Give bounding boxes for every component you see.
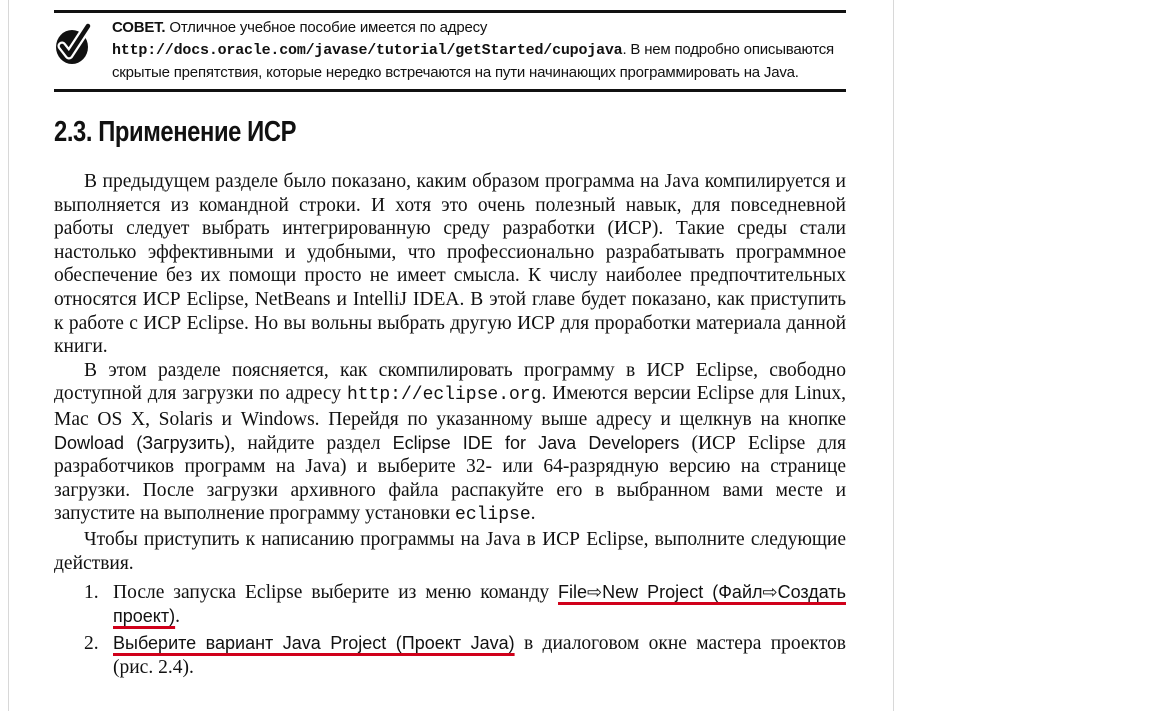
exe-name: eclipse: [455, 505, 531, 526]
checkmark-icon: [54, 22, 94, 66]
paragraph-3: Чтобы приступить к написанию программы на Java в ИСР Eclipse, выполните следующие действия.: [54, 528, 846, 574]
tip-text-part: Отличное учебное пособие имеется по адресу: [165, 19, 488, 36]
steps-list: [54, 581, 846, 679]
tip-text: [112, 17, 842, 84]
paragraph-2: [54, 359, 846, 528]
text-span: После запуска Eclipse выберите из меню команду: [113, 582, 559, 604]
tip-box: [54, 10, 846, 92]
list-item: [54, 581, 846, 628]
section-heading: 2.3. Применение ИСР: [54, 116, 297, 148]
text-span: (ИСР Eclipse для разработчиков программ на Java) и выберите 32- или 64-разрядную версию на странице загрузки. После загрузки архивного файла распакуйте его в выбранном вами месте и запустите на выполнение программу установки: [54, 432, 847, 525]
tip-text-part: . В нем подробно описываются скрытые препятствия, которые нередко встречаются на пути начинающих программировать на Java.: [112, 41, 834, 81]
text-span: В этом разделе поясняется, как скомпилировать программу в ИСР Eclipse, свободно доступной для загрузки по адресу: [54, 359, 846, 405]
step-number: 2.: [84, 633, 99, 655]
tip-url-link[interactable]: http://docs.oracle.com/javase/tutorial/getStarted/cupojava: [112, 42, 623, 59]
body-text: [54, 170, 846, 683]
step-number: 1.: [84, 582, 99, 604]
menu-command-highlight: Выберите вариант Java Project (Проект Java): [113, 633, 515, 654]
download-button-ref: Dowload (Загрузить): [54, 432, 231, 453]
eclipse-url-link[interactable]: http://eclipse.org: [346, 385, 542, 406]
text-span: , найдите раздел: [230, 432, 393, 454]
paragraph-1: В предыдущем разделе было показано, каким образом программа на Java компилируется и выполняется из командной строки. И хотя это очень полезный навык, для повседневной работы следует выбрать интегрированную среду разработки (ИСР). Такие среды стали настолько эффективными и удобными, что профессионально разрабатывать программное обеспечение без их помощи просто не имеет смысла. К числу наиболее предпочтительных относятся ИСР Eclipse, NetBeans и IntelliJ IDEA. В этой главе будет показано, как приступить к работе с ИСР Eclipse. Но вы вольны выбрать другую ИСР для проработки материала данной книги.: [54, 171, 846, 358]
text-span: .: [530, 503, 536, 525]
section-ref: Eclipse IDE for Java Developers: [392, 432, 680, 453]
tip-label: СОВЕТ.: [112, 19, 166, 36]
text-span: в диалоговом окне мастера проектов (рис. 2.4).: [113, 633, 846, 678]
text-span: . Имеются версии Eclipse для Linux, Mac OS X, Solaris и Windows. Перейдя по указанному выше адресу и щелкнув на кнопке: [54, 383, 846, 430]
list-item: [54, 632, 846, 679]
menu-command-highlight: File⇨New Project (Файл⇨Создать проект): [113, 582, 846, 626]
text-span: .: [175, 605, 180, 627]
